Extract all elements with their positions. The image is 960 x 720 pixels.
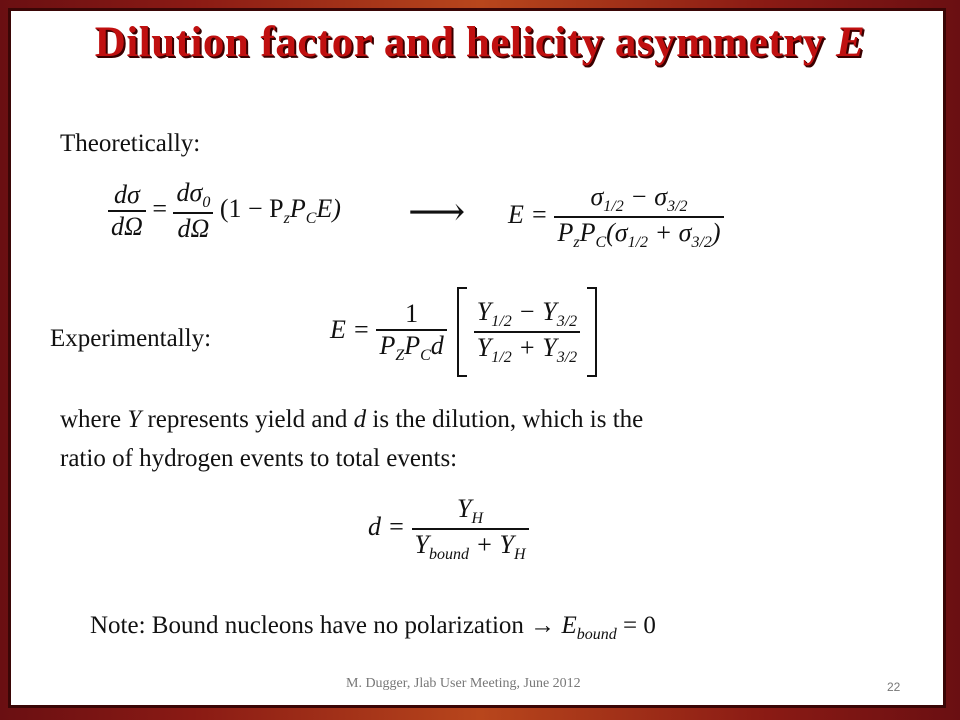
note-var-e: E (561, 612, 577, 639)
eq2-lhs: E = (508, 199, 548, 229)
eq2-den-close: ) (711, 218, 721, 247)
equation-cross-section (108, 178, 341, 244)
eq1-paren: (1 − P (219, 193, 284, 223)
eq1-rhs-num-sub: 0 (202, 194, 211, 211)
title-text: Dilution factor and helicity asymmetry (94, 19, 825, 66)
label-experimentally: Experimentally: (50, 325, 212, 352)
right-bracket (587, 287, 597, 377)
eq3-den-z: Z (395, 347, 405, 364)
eq3-fnum-minus: − Y (511, 297, 557, 326)
eq2-num (554, 182, 723, 216)
eq3-fden (474, 331, 580, 367)
eq4-num (412, 494, 529, 528)
eq3-prefactor (376, 299, 446, 365)
eq2-den-open: (σ (606, 218, 628, 247)
body-var-d: d (353, 406, 367, 433)
eq3-fnum-y: Y (476, 297, 492, 326)
eq2-den-plus: + σ (648, 218, 692, 247)
note-sub-bound: bound (576, 626, 617, 643)
eq1-equals: = (152, 193, 167, 223)
note-text (90, 612, 656, 644)
eq3-num: 1 (405, 299, 419, 328)
note-text-b: = 0 (616, 612, 656, 639)
eq3-fden-s2: 3/2 (556, 349, 578, 366)
equation-e-experimental (330, 287, 597, 377)
eq1-pc: P (289, 193, 306, 223)
eq4-den-y: Y (414, 530, 430, 559)
left-bracket (457, 287, 467, 377)
eq2-minus: − σ (623, 182, 668, 211)
eq1-lhs-fraction (108, 180, 146, 242)
eq2-sub1: 1/2 (603, 198, 624, 215)
footer-citation: M. Dugger, Jlab User Meeting, June 2012 (346, 676, 581, 691)
eq1-rhs-num (173, 178, 213, 212)
body-text-line2: ratio of hydrogen events to total events: (60, 445, 458, 472)
eq3-fnum (474, 297, 580, 331)
eq3-den-d: d (430, 331, 444, 360)
eq3-den-p: P (379, 331, 396, 360)
eq1-paren-expr (219, 193, 341, 227)
body-text-1: where (60, 406, 128, 433)
equation-dilution (368, 494, 529, 564)
eq4-den-plus: + Y (469, 530, 515, 559)
eq1-rhs-den: dΩ (173, 212, 213, 244)
explanation-paragraph (60, 400, 820, 478)
eq1-c: C (305, 209, 317, 227)
eq1-z: z (283, 209, 290, 227)
eq4-num-h: H (471, 510, 484, 527)
eq1-rhs-num-text: dσ (176, 178, 203, 207)
eq3-den (376, 329, 446, 365)
eq4-fraction (412, 494, 529, 564)
implies-arrow: ⟶ (408, 189, 466, 234)
eq3-fden-y: Y (476, 333, 492, 362)
body-text-2: represents yield and (141, 406, 354, 433)
page-number: 22 (887, 680, 901, 694)
eq4-num-y: Y (457, 494, 472, 523)
eq1-lhs-num: dσ (113, 180, 140, 209)
eq3-den-p2: P (404, 331, 421, 360)
eq2-sub2: 3/2 (667, 198, 688, 215)
equation-e-theoretical (508, 182, 724, 252)
body-text-3: is the dilution, which is the (366, 406, 644, 433)
eq3-fnum-s2: 3/2 (556, 313, 578, 330)
eq2-den-p2: P (579, 218, 596, 247)
eq2-den-z: z (573, 234, 580, 251)
eq2-den-p: P (557, 218, 574, 247)
eq4-lhs: d = (368, 511, 406, 541)
title-variable: E (836, 19, 866, 66)
eq4-den (412, 528, 529, 564)
eq2-den-s1: 1/2 (627, 234, 649, 251)
slide-title (0, 18, 960, 67)
eq2-den-c: C (595, 234, 607, 251)
eq3-den-c: C (420, 347, 431, 364)
eq3-lhs: E = (330, 314, 370, 344)
label-theoretically: Theoretically: (60, 130, 201, 157)
body-var-y: Y (127, 406, 142, 433)
eq3-fnum-s1: 1/2 (491, 313, 512, 330)
eq1-e: E) (316, 193, 341, 223)
note-text-a: Note: Bound nucleons have no polarization → (90, 612, 562, 639)
eq2-den-s2: 3/2 (691, 234, 712, 251)
eq3-fden-plus: + Y (511, 333, 557, 362)
eq2-den (554, 216, 723, 252)
eq1-rhs-fraction (173, 178, 213, 244)
eq3-fden-s1: 1/2 (491, 349, 512, 366)
eq2-fraction (554, 182, 723, 252)
eq1-lhs-den: dΩ (108, 210, 146, 242)
eq3-yield-fraction (474, 297, 580, 367)
eq4-den-h: H (514, 546, 526, 563)
eq4-den-bound: bound (429, 546, 470, 563)
eq2-sigma1: σ (590, 182, 604, 211)
